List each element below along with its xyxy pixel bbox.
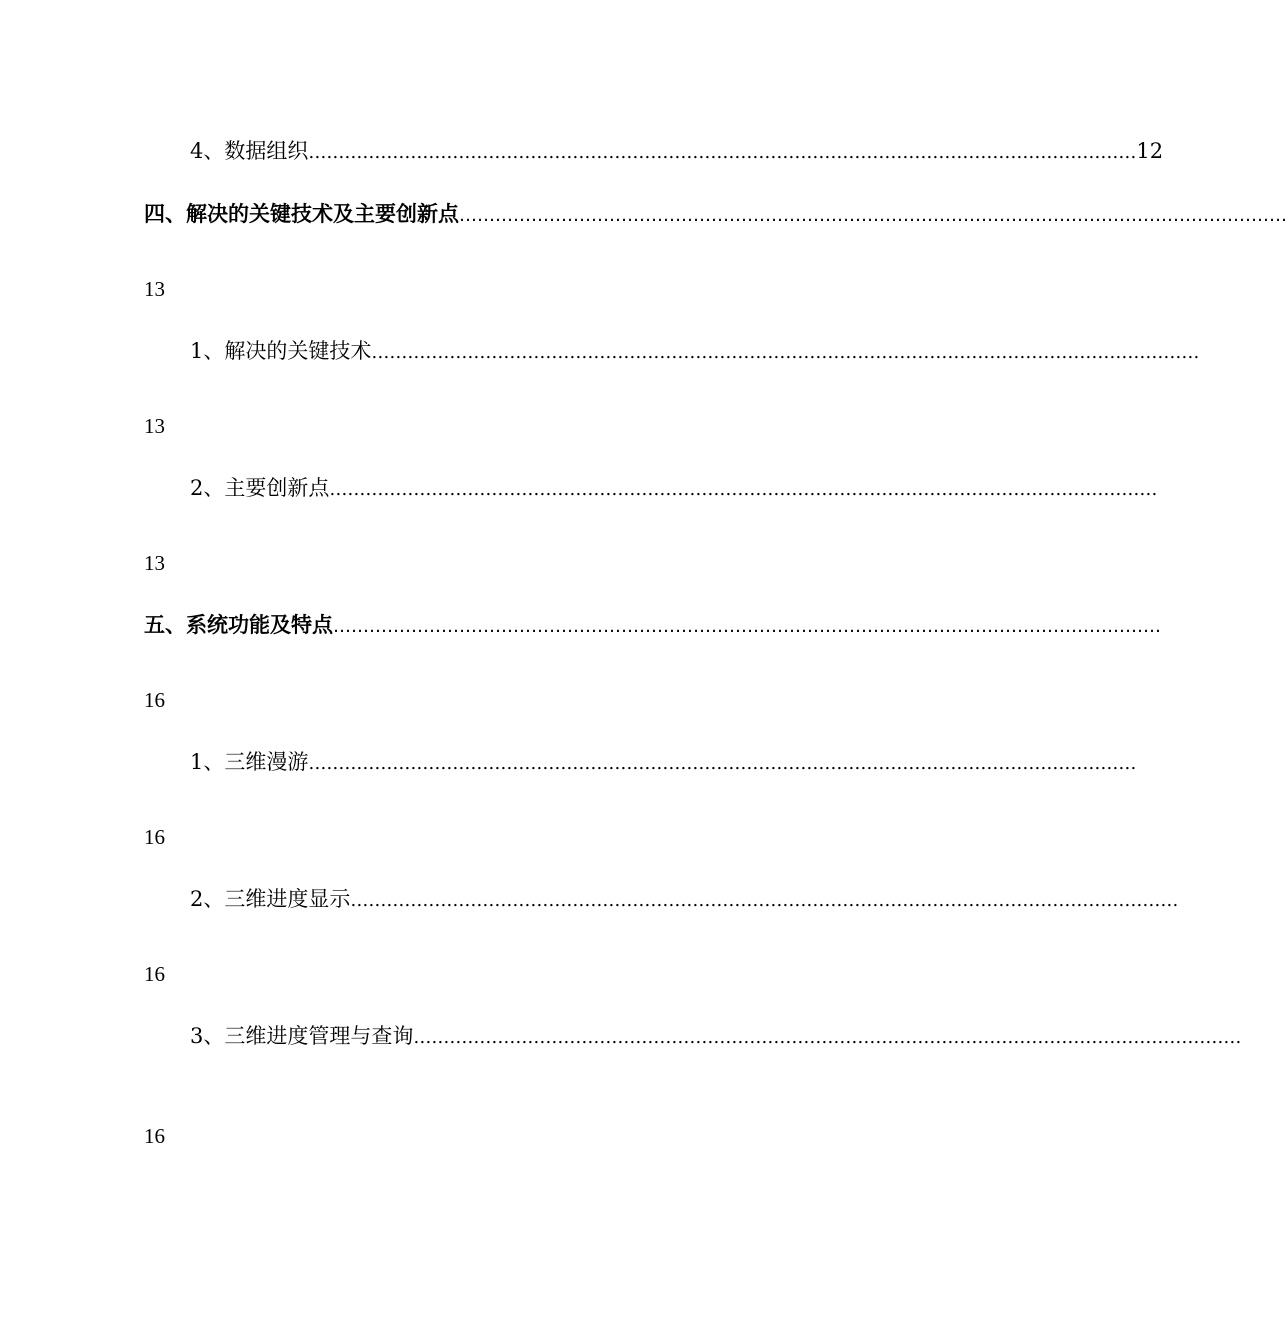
toc-entry-label: 2、三维进度显示 (190, 887, 351, 911)
toc-entry-label: 3、三维进度管理与查询 (190, 1024, 414, 1048)
toc-leader-dots: ………………………………………………………………………………………………………………………… (459, 205, 1287, 226)
toc-page-number: 16 (144, 688, 165, 712)
toc-page-number: 16 (144, 962, 165, 986)
toc-entry-label: 1、三维漫游 (190, 750, 309, 774)
toc-section-label: 五、系统功能及特点 (144, 613, 333, 637)
toc-entry-main-innovations[interactable] (190, 474, 1158, 504)
toc-leader-dots: ………………………………………………………………………………………………………………………… (308, 753, 1137, 774)
toc-entry-3d-roaming[interactable] (190, 748, 1137, 778)
toc-page-number: 13 (144, 414, 165, 438)
toc-entry-3d-progress-management-query[interactable] (190, 1022, 1242, 1052)
toc-entry-label: 2、主要创新点 (190, 476, 330, 500)
toc-page-number: 13 (144, 551, 165, 575)
toc-entry-3d-progress-display[interactable] (190, 885, 1179, 915)
toc-entry-label: 4、数据组织 (190, 139, 309, 163)
toc-section-system-functions[interactable] (144, 611, 1161, 641)
toc-leader-dots: ………………………………………………………………………………………………………………………… (308, 142, 1137, 163)
toc-page-number: 16 (144, 1124, 165, 1148)
toc-entry-key-technologies[interactable] (190, 337, 1200, 367)
toc-leader-dots: ………………………………………………………………………………………………………………………… (329, 479, 1158, 500)
toc-leader-dots: ………………………………………………………………………………………………………………………… (413, 1027, 1242, 1048)
toc-page-number: 12 (1136, 139, 1164, 163)
toc-leader-dots: ………………………………………………………………………………………………………………………… (333, 616, 1161, 637)
toc-page-number: 13 (144, 277, 165, 301)
toc-entry-label: 1、解决的关键技术 (190, 339, 372, 363)
toc-entry-data-organization[interactable] (190, 137, 1164, 167)
toc-leader-dots: ………………………………………………………………………………………………………………………… (350, 890, 1179, 911)
toc-section-key-technologies[interactable] (144, 200, 1287, 230)
toc-leader-dots: ………………………………………………………………………………………………………………………… (371, 342, 1200, 363)
toc-page-number: 16 (144, 825, 165, 849)
toc-section-label: 四、解决的关键技术及主要创新点 (144, 202, 459, 226)
